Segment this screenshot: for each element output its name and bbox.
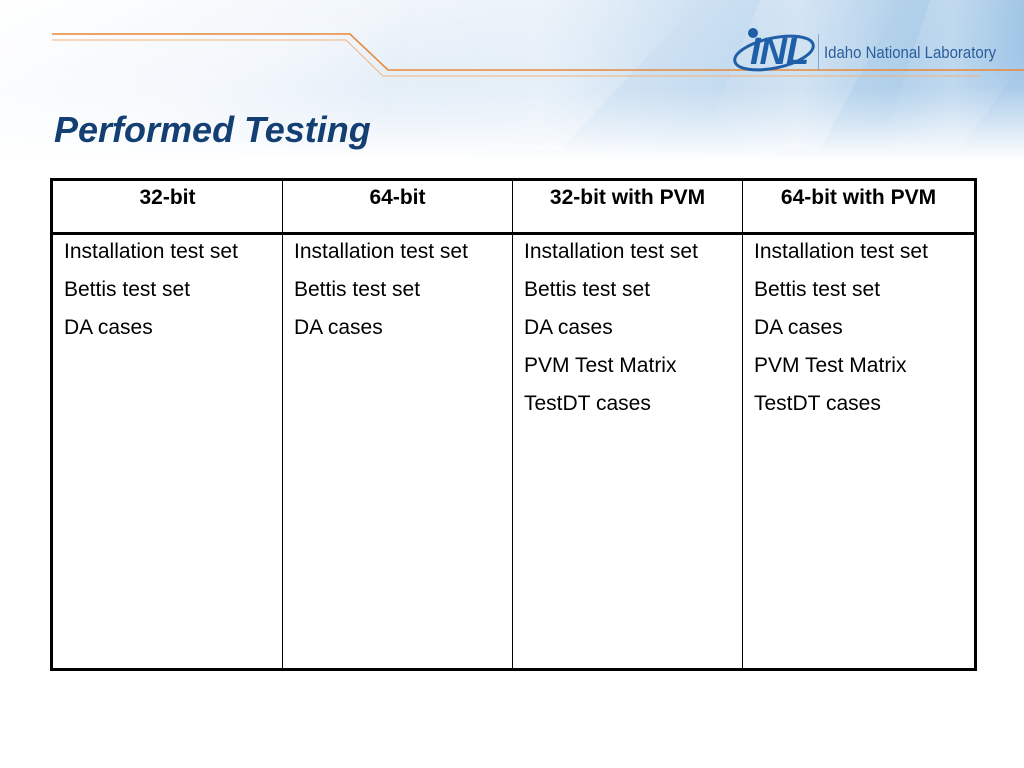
list-item: TestDT cases — [754, 392, 881, 415]
list-item: Installation test set — [524, 240, 698, 263]
test-list — [524, 239, 732, 417]
list-item: DA cases — [64, 316, 153, 339]
table-row — [52, 234, 976, 670]
table-header-row — [52, 180, 976, 234]
list-item: DA cases — [294, 316, 383, 339]
column-header-32-bit-pvm: 32-bit with PVM — [513, 180, 743, 234]
list-item: Installation test set — [294, 240, 468, 263]
test-list — [64, 239, 272, 341]
table-cell-32-bit-pvm — [513, 234, 743, 670]
logo-mark-text: INL — [750, 31, 809, 73]
list-item: DA cases — [524, 316, 613, 339]
list-item: Installation test set — [64, 240, 238, 263]
list-item: Bettis test set — [64, 278, 191, 301]
list-item: DA cases — [754, 316, 843, 339]
testing-table — [50, 178, 977, 671]
column-header-32-bit: 32-bit — [52, 180, 283, 234]
list-item: TestDT cases — [524, 392, 651, 415]
list-item: Installation test set — [754, 240, 928, 263]
inl-logo — [730, 24, 997, 80]
test-list — [294, 239, 502, 341]
page-title: Performed Testing — [54, 109, 371, 150]
column-header-64-bit-pvm: 64-bit with PVM — [743, 180, 976, 234]
list-item: Bettis test set — [754, 278, 881, 301]
table-cell-64-bit-pvm — [743, 234, 976, 670]
logo-organization-name: Idaho National Laboratory — [824, 43, 997, 62]
column-header-64-bit: 64-bit — [283, 180, 513, 234]
list-item: PVM Test Matrix — [754, 354, 907, 377]
table-cell-64-bit — [283, 234, 513, 670]
list-item: Bettis test set — [294, 278, 421, 301]
table-cell-32-bit — [52, 234, 283, 670]
logo-separator — [818, 34, 819, 70]
test-list — [754, 239, 964, 417]
list-item: Bettis test set — [524, 278, 651, 301]
list-item: PVM Test Matrix — [524, 354, 677, 377]
